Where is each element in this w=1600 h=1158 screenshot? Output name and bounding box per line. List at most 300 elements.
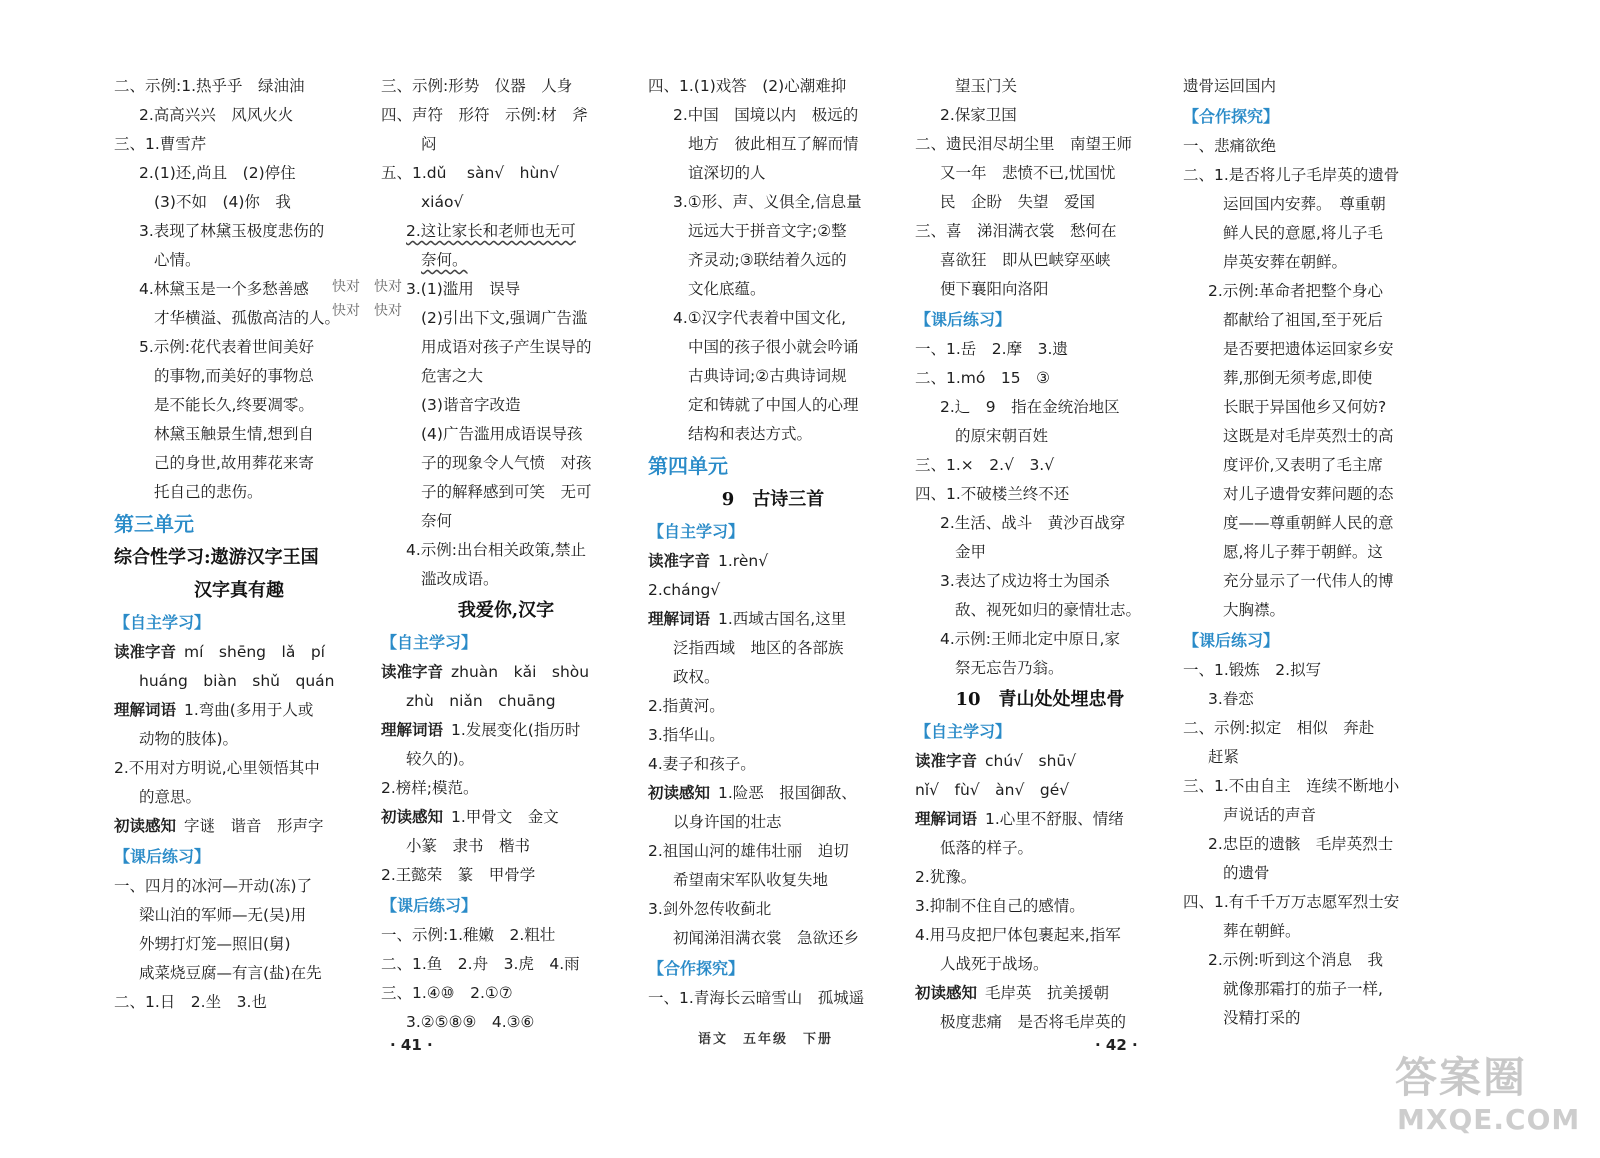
answer-line [1183,451,1433,480]
answer-line [915,892,1165,921]
line-text: 【自主学习】 [648,522,745,541]
line-text: 1.弯曲(多用于人或 [184,701,314,719]
line-text: 五、1.dǔ sàn√ hùn√ [381,164,560,182]
answer-line [648,246,898,275]
answer-line [648,866,898,895]
answer-line [648,808,898,837]
line-text: 2.(1)还,尚且 (2)停住 [139,164,296,182]
line-text: 2.保家卫国 [940,106,1017,124]
section-label [114,607,364,638]
answer-column-2 [381,72,631,1037]
line-text: 齐灵动;③联结着久远的 [688,251,847,269]
line-text: 岸英安葬在朝鲜。 [1223,253,1348,271]
answer-line [648,217,898,246]
answer-line [1183,946,1433,975]
answer-line [381,304,631,333]
overlay-text: 快对 快对 [332,279,402,295]
page-number-right: · 42 · [1095,1036,1138,1054]
line-text: 三、1.曹雪芹 [114,135,207,153]
line-text: 3.表达了戍边将士为国杀 [940,572,1110,590]
answer-line [1183,888,1433,917]
answer-line [915,625,1165,654]
line-text: 第三单元 [114,512,194,536]
answer-line [381,101,631,130]
answer-line [114,638,364,667]
answer-line [381,716,631,745]
line-text: 1.险恶 报国御敌、 [718,784,857,802]
line-text: 4.用马皮把尸体包裹起来,指军 [915,926,1121,944]
answer-line [915,72,1165,101]
answer-line [915,159,1165,188]
line-text: 遗骨运回国内 [1183,77,1277,95]
answer-line [114,449,364,478]
lesson-title [114,574,364,607]
answer-line [114,754,364,783]
line-text: huáng biàn shǔ quán [139,672,335,690]
line-text: 4.妻子和孩子。 [648,755,756,773]
line-text: 度评价,又表明了毛主席 [1223,456,1383,474]
answer-line [915,1008,1165,1037]
answer-line [114,246,364,275]
answer-line [648,391,898,420]
section-label [1183,101,1433,132]
line-text: (3)谐音字改造 [421,396,521,414]
line-text: 奈何 [421,512,453,530]
answer-line [114,159,364,188]
line-text: 【课后练习】 [114,847,211,866]
answer-line [381,217,631,246]
line-text: 古典诗词;②古典诗词规 [688,367,847,385]
answer-line [114,130,364,159]
answer-line [1183,480,1433,509]
line-text: 以身许国的壮志 [673,813,782,831]
answer-column-5 [1183,72,1433,1033]
line-text: 一、四月的冰河—开动(冻)了 [114,877,313,895]
line-text: 2.指黄河。 [648,697,725,715]
line-text: 愿,将儿子葬于朝鲜。这 [1223,543,1383,561]
answer-line [915,130,1165,159]
line-text: 较久的)。 [406,750,475,768]
answer-line [381,275,631,304]
line-text: 林黛玉触景生情,想到自 [154,425,314,443]
answer-line [648,72,898,101]
line-text: 大胸襟。 [1223,601,1286,619]
line-text: 三、1.× 2.√ 3.√ [915,456,1055,474]
line-text: 一、1.锻炼 2.拟写 [1183,661,1322,679]
line-text: 一、悲痛欲绝 [1183,137,1277,155]
line-text: 祭无忘告乃翁。 [955,659,1064,677]
page-number-left: · 41 · [390,1036,433,1054]
line-text: (3)不如 (4)你 我 [154,193,291,211]
answer-line [1183,277,1433,306]
answer-line [1183,364,1433,393]
answer-line [915,217,1165,246]
answer-line [381,130,631,159]
line-text: 2.祖国山河的雄伟壮丽 迫切 [648,842,849,860]
line-text: 文化底蕴。 [688,280,766,298]
line-text: 【课后练习】 [915,310,1012,329]
answer-line [915,422,1165,451]
answer-line [648,275,898,304]
line-text: 子的现象令人气愤 对孩 [421,454,592,472]
unit-heading [648,449,898,483]
answer-line [114,696,364,725]
answer-line [381,687,631,716]
line-text: 3.抑制不住自己的感情。 [915,897,1085,915]
line-text: 一、1.青海长云暗雪山 孤城遥 [648,989,865,1007]
answer-line [1183,975,1433,1004]
answer-line [915,776,1165,805]
answer-line [381,333,631,362]
answer-line [114,783,364,812]
answer-line [648,101,898,130]
answer-line [648,605,898,634]
answer-line [381,1008,631,1037]
line-text: 4.林黛玉是一个多愁善感 [139,280,309,298]
line-text: 便下襄阳向洛阳 [940,280,1049,298]
line-text: 2.榜样;模范。 [381,779,479,797]
line-text: 2.cháng√ [648,581,721,599]
answer-line [648,362,898,391]
line-text: 1.发展变化(指历时 [451,721,581,739]
line-text: 长眠于异国他乡又何妨? [1223,398,1387,416]
line-text: 奈何。 [421,251,468,269]
line-text: 【课后练习】 [381,896,478,915]
line-text: 动物的肢体)。 [139,730,239,748]
answer-line [114,667,364,696]
answer-line [114,72,364,101]
line-text: 我爱你,汉字 [457,600,555,621]
line-text: 四、1.有千千万万志愿军烈士安 [1183,893,1400,911]
line-text: 二、示例:拟定 相似 奔赴 [1183,719,1375,737]
line-text: 声说话的声音 [1223,806,1317,824]
answer-line [1183,248,1433,277]
line-text: 3.②⑤⑧⑨ 4.③⑥ [406,1013,535,1031]
line-text: 二、遗民泪尽胡尘里 南望王师 [915,135,1133,153]
answer-line [648,984,898,1013]
line-text: 2.这让家长和老师也无可 [406,222,576,240]
line-text: 定和铸就了中国人的心理 [688,396,859,414]
line-text: 二、1.鱼 2.舟 3.虎 4.雨 [381,955,580,973]
answer-line [114,478,364,507]
answer-line [381,159,631,188]
line-text: nǐ√ fù√ àn√ gé√ [915,781,1070,799]
line-text: 泛指西域 地区的各部族 [673,639,844,657]
answer-line [648,663,898,692]
line-text: 1.甲骨文 金文 [451,808,559,826]
answer-column-1 [114,72,364,1017]
line-text: 三、1.④⑩ 2.①⑦ [381,984,513,1002]
line-text: chú√ shū√ [985,752,1077,770]
answer-line [381,478,631,507]
line-text: 一、示例:1.稚嫩 2.粗壮 [381,926,556,944]
line-text: 5.示例:花代表着世间美好 [139,338,315,356]
answer-line [381,449,631,478]
line-text: 葬,那倒无须考虑,即使 [1223,369,1373,387]
item-label: 读准字音 [648,552,711,570]
answer-line [1183,743,1433,772]
line-text: 敌、视死如归的豪情壮志。 [955,601,1142,619]
line-text: 四、1.不破楼兰终不还 [915,485,1070,503]
line-text: 没精打采的 [1223,1009,1301,1027]
line-text: 三、1.不由自主 连续不断地小 [1183,777,1400,795]
line-text: 是否要把遗体运回家乡安 [1223,340,1394,358]
answer-line [915,979,1165,1008]
answer-line [915,393,1165,422]
answer-line [915,950,1165,979]
answer-line [114,725,364,754]
answer-line [381,362,631,391]
answer-line [381,246,631,275]
item-label: 读准字音 [381,663,444,681]
answer-line [648,721,898,750]
line-text: 3.(1)滥用 误导 [406,280,521,298]
line-text: 二、1.是否将儿子毛岸英的遗骨 [1183,166,1400,184]
answer-line [648,333,898,362]
answer-line [381,950,631,979]
answer-line [381,979,631,1008]
answer-line [381,72,631,101]
line-text: 政权。 [673,668,720,686]
answer-line [381,832,631,861]
answer-line [648,779,898,808]
line-text: 滥改成语。 [421,570,499,588]
line-text: 喜欲狂 即从巴峡穿巫峡 [940,251,1111,269]
answer-line [114,188,364,217]
line-text: 的事物,而美好的事物总 [154,367,314,385]
line-text: 危害之大 [421,367,484,385]
answer-line [915,480,1165,509]
answer-line [381,861,631,890]
line-text: 都献给了祖国,至于死后 [1223,311,1383,329]
line-text: 毛岸英 抗美援朝 [985,984,1110,1002]
item-label: 初读感知 [114,817,177,835]
line-text: 4.①汉字代表着中国文化, [673,309,847,327]
watermark-url: MXQE.COM [1397,1103,1581,1136]
answer-line [1183,422,1433,451]
line-text: 咸菜烧豆腐—有言(盐)在先 [139,964,322,982]
line-text: 的原宋朝百姓 [955,427,1049,445]
line-text: 人战死于战场。 [940,955,1049,973]
line-text: 运回国内安葬。 尊重朝 [1223,195,1386,213]
answer-line [114,304,364,333]
line-text: 度——尊重朝鲜人民的意 [1223,514,1394,532]
line-text: 二、示例:1.热乎乎 绿油油 [114,77,305,95]
unit-heading [114,507,364,541]
answer-line [1183,685,1433,714]
lesson-title [114,541,364,574]
answer-line [1183,567,1433,596]
answer-line [915,509,1165,538]
line-text: 3.指华山。 [648,726,725,744]
line-text: 2.辶 9 指在金统治地区 [940,398,1120,416]
line-text: 梁山泊的军师—无(吴)用 [139,906,307,924]
answer-line [381,507,631,536]
item-label: 理解词语 [114,701,177,719]
answer-line [1183,132,1433,161]
line-text: 2.王懿荣 篆 甲骨学 [381,866,536,884]
answer-line [114,420,364,449]
line-text: 汉字真有趣 [194,580,284,601]
line-text: 又一年 悲愤不已,忧国忧 [940,164,1116,182]
line-text: 1.心里不舒服、情绪 [985,810,1124,828]
answer-line [648,188,898,217]
answer-line [1183,161,1433,190]
answer-line [1183,714,1433,743]
line-text: 2.犹豫。 [915,868,977,886]
line-text: 三、示例:形势 仪器 人身 [381,77,573,95]
line-text: 3.眷恋 [1208,690,1254,708]
answer-line [648,547,898,576]
line-text: 3.剑外忽传收蓟北 [648,900,772,918]
answer-line [381,774,631,803]
answer-line [915,101,1165,130]
line-text: 第四单元 [648,454,728,478]
line-text: 2.示例:听到这个消息 我 [1208,951,1384,969]
answer-line [648,420,898,449]
line-text: 【课后练习】 [1183,631,1280,650]
line-text: 的遗骨 [1223,864,1270,882]
answer-line [915,596,1165,625]
line-text: 己的身世,故用葬花来寄 [154,454,314,472]
line-text: 小篆 隶书 楷书 [406,837,531,855]
answer-line [1183,830,1433,859]
item-label: 初读感知 [648,784,711,802]
answer-line [915,451,1165,480]
line-text: 用成语对孩子产生误导的 [421,338,592,356]
line-text: 地方 彼此相互了解而情 [688,135,859,153]
item-label: 理解词语 [381,721,444,739]
line-text: 二、1.mó 15 ③ [915,369,1050,387]
line-text: 2.不用对方明说,心里领悟其中 [114,759,320,777]
answer-line [915,246,1165,275]
item-label: 初读感知 [915,984,978,1002]
answer-line [1183,538,1433,567]
section-label [648,516,898,547]
section-label [1183,625,1433,656]
line-text: 的意思。 [139,788,202,806]
answer-line [648,692,898,721]
answer-line [381,658,631,687]
line-text: 就像那霜打的茄子一样, [1223,980,1383,998]
answer-line [381,565,631,594]
answer-line [915,747,1165,776]
line-text: mí shēng lǎ pí [184,643,325,661]
answer-line [1183,656,1433,685]
answer-line [915,364,1165,393]
line-text: 才华横溢、孤傲高洁的人。 [154,309,341,327]
line-text: 2.示例:革命者把整个身心 [1208,282,1384,300]
line-text: 心情。 [154,251,201,269]
answer-line [381,536,631,565]
line-text: 三、喜 涕泪满衣裳 愁何在 [915,222,1117,240]
answer-line [114,988,364,1017]
answer-line [114,275,364,304]
answer-line [381,420,631,449]
answer-line [1183,219,1433,248]
line-text: 远远大于拼音文字;②整 [688,222,847,240]
answer-line [1183,335,1433,364]
answer-line [381,188,631,217]
watermark [1395,1045,1581,1150]
answer-line [915,538,1165,567]
answer-line [114,901,364,930]
section-label [648,953,898,984]
answer-line [1183,1004,1433,1033]
line-text: 这既是对毛岸英烈士的高 [1223,427,1394,445]
line-text: 3.①形、声、义俱全,信息量 [673,193,862,211]
line-text: 葬在朝鲜。 [1223,922,1301,940]
line-text: 对儿子遗骨安葬问题的态 [1223,485,1394,503]
item-label: 读准字音 [915,752,978,770]
section-label [381,890,631,921]
line-text: 谊深切的人 [688,164,766,182]
line-text: 2.高高兴兴 风风火火 [139,106,294,124]
item-label: 读准字音 [114,643,177,661]
line-text: 外甥打灯笼—照旧(舅) [139,935,291,953]
item-label: 初读感知 [381,808,444,826]
answer-line [915,921,1165,950]
section-label [915,304,1165,335]
line-text: 【合作探究】 [1183,107,1280,126]
line-text: 9 古诗三首 [721,489,825,510]
answer-line [114,959,364,988]
watermark-logo-text: 答案圈 [1395,1053,1528,1102]
answer-line [648,895,898,924]
section-label [915,716,1165,747]
answer-line [114,333,364,362]
answer-line [381,391,631,420]
answer-line [648,159,898,188]
answer-line [915,567,1165,596]
line-text: 赶紧 [1208,748,1240,766]
line-text: (2)引出下文,强调广告滥 [421,309,588,327]
answer-line [1183,393,1433,422]
answer-line [114,362,364,391]
line-text: 【自主学习】 [915,722,1012,741]
answer-line [114,812,364,841]
line-text: 4.示例:出台相关政策,禁止 [406,541,586,559]
lesson-title [915,683,1165,716]
line-text: 望玉门关 [955,77,1018,95]
line-text: 低落的样子。 [940,839,1034,857]
line-text: 四、声符 形符 示例:材 斧 [381,106,588,124]
answer-line [114,217,364,246]
answer-line [915,834,1165,863]
line-text: 民 企盼 失望 爱国 [940,193,1096,211]
answer-line [915,805,1165,834]
answer-line [648,924,898,953]
line-text: 【自主学习】 [381,633,478,652]
answer-line [648,576,898,605]
line-text: 2.忠臣的遗骸 毛岸英烈士 [1208,835,1394,853]
section-label [381,627,631,658]
answer-line [1183,306,1433,335]
line-text: 希望南宋军队收复失地 [673,871,829,889]
line-text: 2.中国 国境以内 极远的 [673,106,859,124]
answer-line [1183,859,1433,888]
item-label: 理解词语 [648,610,711,628]
lesson-title [648,483,898,516]
line-text: 3.表现了林黛玉极度悲伤的 [139,222,325,240]
answer-line [915,188,1165,217]
answer-line [114,930,364,959]
line-text: (4)广告滥用成语误导孩 [421,425,583,443]
answer-line [114,872,364,901]
line-text: zhù niǎn chuāng [406,692,556,710]
answer-line [381,803,631,832]
answer-line [1183,72,1433,101]
